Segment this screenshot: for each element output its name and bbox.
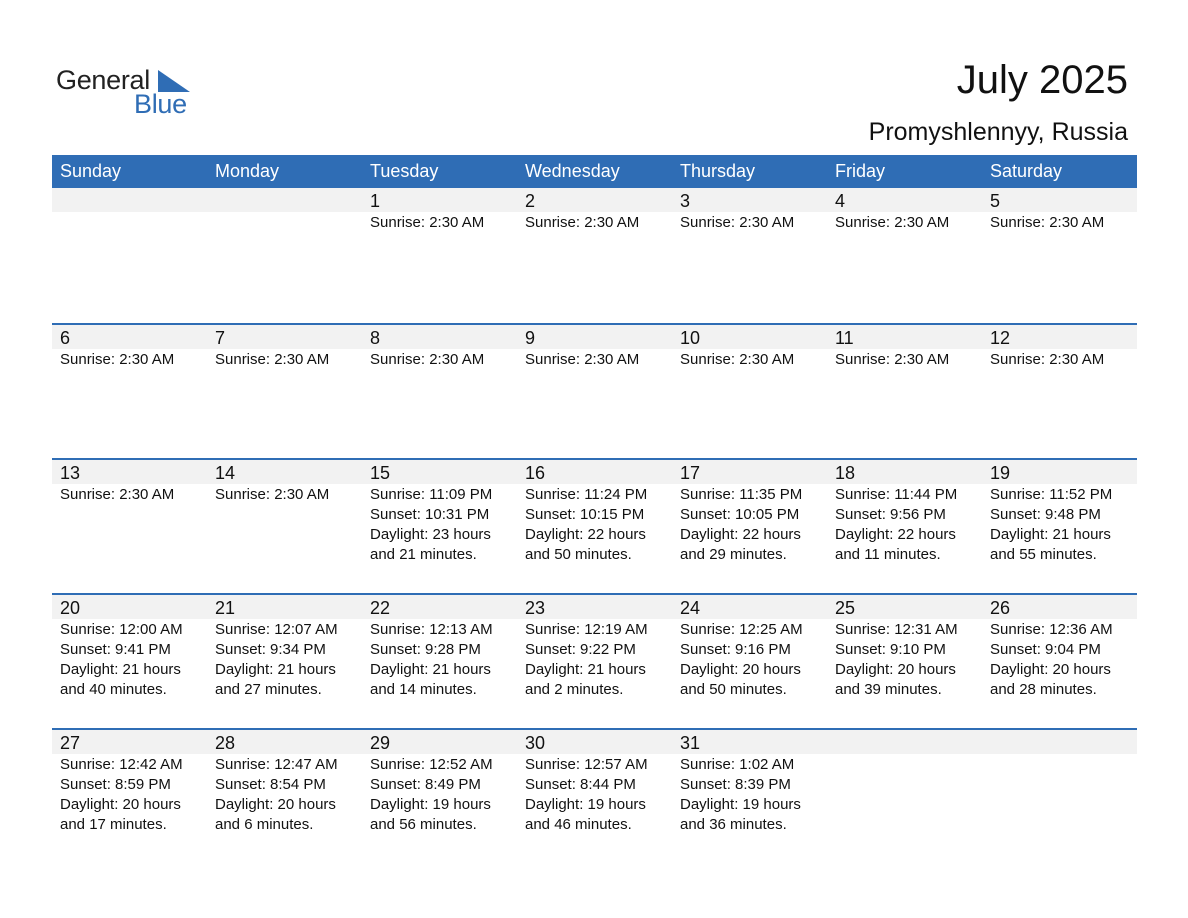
sunrise-text: Sunrise: 1:02 AM — [680, 756, 795, 773]
day-number: 30 — [525, 733, 546, 753]
daylight-text: and 29 minutes. — [680, 546, 787, 563]
day-number: 22 — [370, 598, 391, 618]
week-row — [52, 593, 1137, 728]
day-number: 25 — [835, 598, 856, 618]
daylight-text: Daylight: 23 hours — [370, 526, 491, 543]
day-number: 28 — [215, 733, 236, 753]
sunset-text: Sunset: 9:16 PM — [680, 641, 791, 658]
day-cell — [982, 188, 1137, 323]
daylight-text: Daylight: 21 hours — [370, 661, 491, 678]
sun-info — [525, 485, 672, 565]
sunrise-text: Sunrise: 12:52 AM — [370, 756, 493, 773]
sun-info — [680, 620, 827, 700]
day-cell — [207, 325, 362, 458]
sun-info — [370, 213, 517, 233]
day-cell — [982, 325, 1137, 458]
sun-info — [215, 485, 362, 505]
sunrise-text: Sunrise: 2:30 AM — [370, 351, 485, 368]
day-cell — [517, 730, 672, 863]
day-number: 23 — [525, 598, 546, 618]
day-cell — [517, 460, 672, 593]
sunrise-text: Sunrise: 12:00 AM — [60, 621, 183, 638]
sunrise-text: Sunrise: 12:42 AM — [60, 756, 183, 773]
day-cell — [52, 730, 207, 863]
day-number: 26 — [990, 598, 1011, 618]
sun-info — [525, 350, 672, 370]
day-cell — [52, 595, 207, 728]
sunrise-text: Sunrise: 2:30 AM — [215, 486, 330, 503]
sunset-text: Sunset: 8:49 PM — [370, 776, 481, 793]
week-days — [52, 188, 1137, 323]
sun-info — [990, 485, 1137, 565]
sunrise-text: Sunrise: 2:30 AM — [990, 214, 1105, 231]
daylight-text: Daylight: 20 hours — [835, 661, 956, 678]
day-cell — [362, 325, 517, 458]
day-number: 21 — [215, 598, 236, 618]
day-cell — [362, 595, 517, 728]
daylight-text: and 39 minutes. — [835, 681, 942, 698]
daylight-text: Daylight: 21 hours — [60, 661, 181, 678]
daylight-text: and 50 minutes. — [680, 681, 787, 698]
day-number: 6 — [60, 328, 71, 348]
daylight-text: and 36 minutes. — [680, 816, 787, 833]
week-row — [52, 188, 1137, 323]
day-cell — [517, 188, 672, 323]
day-number: 17 — [680, 463, 701, 483]
day-number: 29 — [370, 733, 391, 753]
day-cell — [517, 325, 672, 458]
daylight-text: and 2 minutes. — [525, 681, 624, 698]
sunset-text: Sunset: 9:34 PM — [215, 641, 326, 658]
day-number: 4 — [835, 191, 846, 211]
empty-day-cell — [207, 188, 362, 323]
sunrise-text: Sunrise: 2:30 AM — [60, 486, 175, 503]
sunset-text: Sunset: 10:15 PM — [525, 506, 645, 523]
weekday-tuesday: Tuesday — [370, 161, 439, 181]
sunrise-text: Sunrise: 2:30 AM — [525, 214, 640, 231]
sunset-text: Sunset: 8:44 PM — [525, 776, 636, 793]
sunrise-text: Sunrise: 2:30 AM — [215, 351, 330, 368]
sunset-text: Sunset: 9:10 PM — [835, 641, 946, 658]
sun-info — [525, 755, 672, 835]
day-cell — [672, 188, 827, 323]
page-title: July 2025 — [956, 58, 1128, 102]
day-number: 18 — [835, 463, 856, 483]
sun-info — [835, 213, 982, 233]
daylight-text: Daylight: 22 hours — [525, 526, 646, 543]
sun-info — [60, 485, 207, 505]
daylight-text: Daylight: 20 hours — [990, 661, 1111, 678]
logo-text-general: General — [56, 65, 150, 95]
empty-day-cell — [827, 730, 982, 863]
sunset-text: Sunset: 9:04 PM — [990, 641, 1101, 658]
sun-info — [525, 213, 672, 233]
day-number: 14 — [215, 463, 236, 483]
week-days — [52, 730, 1137, 863]
sun-info — [680, 213, 827, 233]
day-cell — [207, 595, 362, 728]
day-cell — [207, 730, 362, 863]
daylight-text: and 56 minutes. — [370, 816, 477, 833]
day-cell — [982, 460, 1137, 593]
day-number: 1 — [370, 191, 381, 211]
daylight-text: and 11 minutes. — [835, 546, 941, 563]
day-cell — [52, 325, 207, 458]
sunrise-text: Sunrise: 11:24 PM — [525, 486, 648, 503]
day-number: 16 — [525, 463, 546, 483]
sun-info — [60, 620, 207, 700]
day-cell — [52, 460, 207, 593]
day-cell — [672, 325, 827, 458]
daylight-text: and 27 minutes. — [215, 681, 322, 698]
sunrise-text: Sunrise: 2:30 AM — [370, 214, 485, 231]
sunset-text: Sunset: 9:41 PM — [60, 641, 171, 658]
week-days — [52, 325, 1137, 458]
sun-info — [835, 485, 982, 565]
empty-day-cell — [52, 188, 207, 323]
daylight-text: and 14 minutes. — [370, 681, 477, 698]
daylight-text: and 46 minutes. — [525, 816, 632, 833]
sunrise-text: Sunrise: 2:30 AM — [60, 351, 175, 368]
sunrise-text: Sunrise: 2:30 AM — [835, 351, 950, 368]
sunrise-text: Sunrise: 12:13 AM — [370, 621, 493, 638]
day-cell — [672, 595, 827, 728]
generalblue-logo — [56, 62, 196, 118]
logo-text-blue: Blue — [134, 89, 187, 119]
day-cell — [362, 460, 517, 593]
daylight-text: and 17 minutes. — [60, 816, 167, 833]
daylight-text: and 50 minutes. — [525, 546, 632, 563]
daylight-text: Daylight: 20 hours — [215, 796, 336, 813]
sunset-text: Sunset: 10:05 PM — [680, 506, 800, 523]
day-cell — [827, 460, 982, 593]
day-number: 24 — [680, 598, 701, 618]
sunrise-text: Sunrise: 12:31 AM — [835, 621, 958, 638]
day-number: 3 — [680, 191, 691, 211]
sun-info — [60, 755, 207, 835]
location-subtitle: Promyshlennyy, Russia — [868, 118, 1128, 146]
week-row — [52, 458, 1137, 593]
sun-info — [990, 350, 1137, 370]
sun-info — [60, 350, 207, 370]
day-cell — [982, 595, 1137, 728]
sunset-text: Sunset: 8:54 PM — [215, 776, 326, 793]
sunrise-text: Sunrise: 12:57 AM — [525, 756, 648, 773]
sunset-text: Sunset: 8:59 PM — [60, 776, 171, 793]
weekday-sunday: Sunday — [60, 161, 122, 181]
sun-info — [680, 350, 827, 370]
sunset-text: Sunset: 10:31 PM — [370, 506, 490, 523]
empty-day-cell — [982, 730, 1137, 863]
day-number: 9 — [525, 328, 536, 348]
daylight-text: Daylight: 21 hours — [525, 661, 646, 678]
sunset-text: Sunset: 8:39 PM — [680, 776, 791, 793]
sunrise-text: Sunrise: 12:07 AM — [215, 621, 338, 638]
sunrise-text: Sunrise: 2:30 AM — [680, 351, 795, 368]
day-number: 11 — [835, 328, 854, 348]
daylight-text: and 21 minutes. — [370, 546, 477, 563]
week-days — [52, 595, 1137, 728]
sunrise-text: Sunrise: 12:36 AM — [990, 621, 1113, 638]
sun-info — [680, 485, 827, 565]
day-cell — [207, 460, 362, 593]
week-days — [52, 460, 1137, 593]
day-cell — [517, 595, 672, 728]
daylight-text: Daylight: 20 hours — [60, 796, 181, 813]
day-number: 10 — [680, 328, 701, 348]
daylight-text: Daylight: 19 hours — [525, 796, 646, 813]
sunrise-text: Sunrise: 11:09 PM — [370, 486, 493, 503]
daylight-text: and 40 minutes. — [60, 681, 167, 698]
daylight-text: Daylight: 21 hours — [215, 661, 336, 678]
sunrise-text: Sunrise: 2:30 AM — [990, 351, 1105, 368]
week-row — [52, 728, 1137, 863]
sunrise-text: Sunrise: 2:30 AM — [525, 351, 640, 368]
sun-info — [215, 620, 362, 700]
sunrise-text: Sunrise: 12:19 AM — [525, 621, 648, 638]
day-cell — [672, 730, 827, 863]
day-number: 5 — [990, 191, 1001, 211]
sun-info — [990, 620, 1137, 700]
day-number: 7 — [215, 328, 226, 348]
sun-info — [525, 620, 672, 700]
day-number: 31 — [680, 733, 701, 753]
day-cell — [362, 730, 517, 863]
sun-info — [835, 350, 982, 370]
sunrise-text: Sunrise: 2:30 AM — [835, 214, 950, 231]
sun-info — [370, 485, 517, 565]
sun-info — [990, 213, 1137, 233]
day-number: 15 — [370, 463, 391, 483]
sunrise-text: Sunrise: 11:44 PM — [835, 486, 958, 503]
day-cell — [827, 188, 982, 323]
sun-info — [215, 755, 362, 835]
calendar-grid — [52, 155, 1137, 863]
day-number: 20 — [60, 598, 81, 618]
sunset-text: Sunset: 9:22 PM — [525, 641, 636, 658]
day-number: 8 — [370, 328, 381, 348]
weekday-friday: Friday — [835, 161, 886, 181]
sunset-text: Sunset: 9:28 PM — [370, 641, 481, 658]
day-number: 19 — [990, 463, 1011, 483]
daylight-text: and 55 minutes. — [990, 546, 1097, 563]
sun-info — [215, 350, 362, 370]
sunset-text: Sunset: 9:48 PM — [990, 506, 1101, 523]
weekday-wednesday: Wednesday — [525, 161, 620, 181]
day-number: 27 — [60, 733, 81, 753]
weekday-saturday: Saturday — [990, 161, 1063, 181]
sun-info — [370, 620, 517, 700]
sunrise-text: Sunrise: 12:25 AM — [680, 621, 803, 638]
sunrise-text: Sunrise: 12:47 AM — [215, 756, 338, 773]
weeks-container — [52, 188, 1137, 863]
day-cell — [362, 188, 517, 323]
daylight-text: Daylight: 22 hours — [680, 526, 801, 543]
day-cell — [827, 595, 982, 728]
daylight-text: Daylight: 21 hours — [990, 526, 1111, 543]
sun-info — [370, 350, 517, 370]
weekday-thursday: Thursday — [680, 161, 756, 181]
sunset-text: Sunset: 9:56 PM — [835, 506, 946, 523]
weekday-monday: Monday — [215, 161, 280, 181]
daylight-text: Daylight: 19 hours — [370, 796, 491, 813]
sun-info — [370, 755, 517, 835]
daylight-text: and 28 minutes. — [990, 681, 1097, 698]
day-number: 13 — [60, 463, 81, 483]
daylight-text: Daylight: 19 hours — [680, 796, 801, 813]
daylight-text: Daylight: 22 hours — [835, 526, 956, 543]
day-cell — [672, 460, 827, 593]
sunrise-text: Sunrise: 2:30 AM — [680, 214, 795, 231]
week-row — [52, 323, 1137, 458]
day-number: 12 — [990, 328, 1011, 348]
sun-info — [680, 755, 827, 835]
weekday-header — [52, 155, 1137, 188]
day-number: 2 — [525, 191, 536, 211]
sunrise-text: Sunrise: 11:35 PM — [680, 486, 803, 503]
daylight-text: Daylight: 20 hours — [680, 661, 801, 678]
sun-info — [835, 620, 982, 700]
daylight-text: and 6 minutes. — [215, 816, 314, 833]
sunrise-text: Sunrise: 11:52 PM — [990, 486, 1113, 503]
day-cell — [827, 325, 982, 458]
